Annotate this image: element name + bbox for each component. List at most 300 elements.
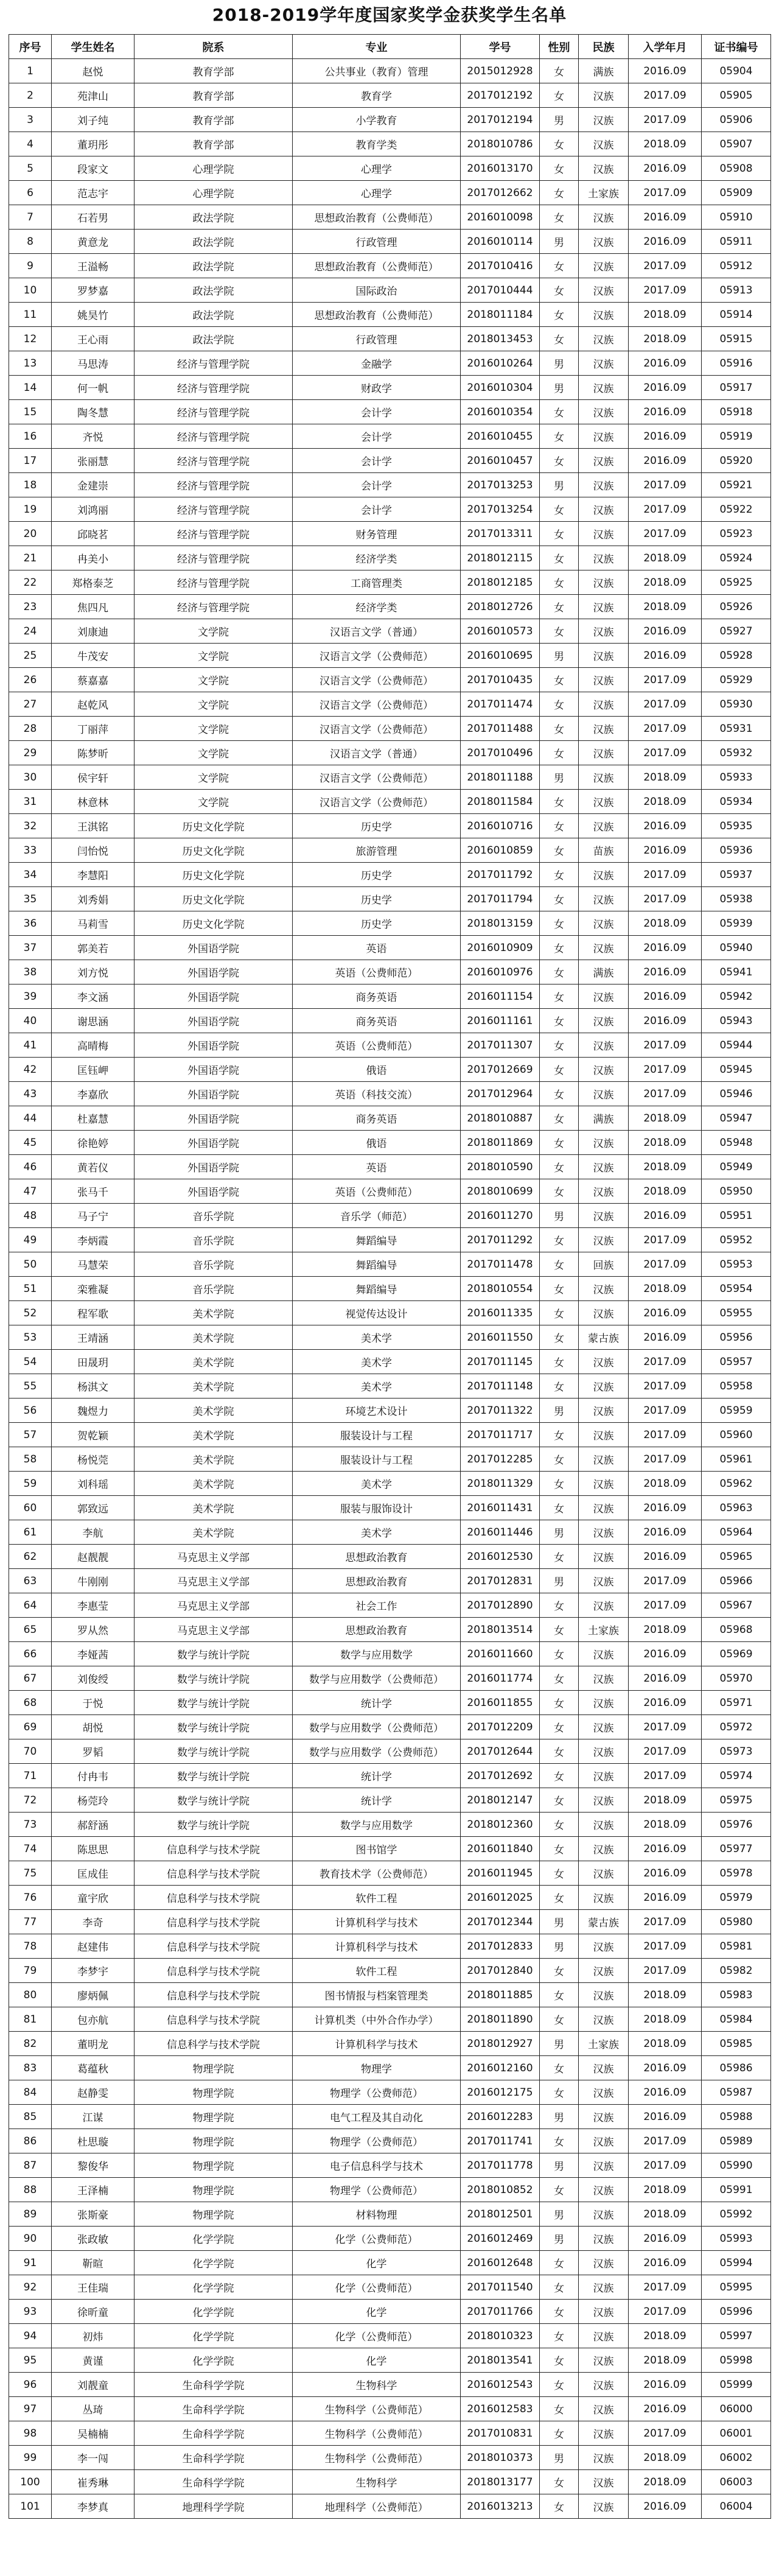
student-id-cell: 2018012501: [461, 2202, 540, 2227]
gender-cell: 女: [540, 1545, 579, 1569]
major-cell: 社会工作: [293, 1593, 461, 1618]
department-cell: 政法学院: [134, 230, 293, 254]
gender-cell: 女: [540, 2129, 579, 2153]
major-cell: 美术学: [293, 1520, 461, 1545]
student-id-cell: 2018011188: [461, 765, 540, 790]
row-index-cell: 29: [9, 741, 52, 765]
ethnicity-cell: 汉族: [579, 1472, 629, 1496]
student-id-cell: 2016010573: [461, 619, 540, 644]
row-index-cell: 49: [9, 1228, 52, 1252]
row-index-cell: 40: [9, 1009, 52, 1033]
department-cell: 外国语学院: [134, 984, 293, 1009]
table-row: [9, 108, 771, 132]
gender-cell: 男: [540, 2032, 579, 2056]
certificate-number-cell: 05942: [702, 984, 771, 1009]
row-index-cell: 56: [9, 1399, 52, 1423]
certificate-number-cell: 05960: [702, 1423, 771, 1447]
student-name-cell: 魏煜力: [52, 1399, 134, 1423]
department-cell: 音乐学院: [134, 1228, 293, 1252]
department-cell: 经济与管理学院: [134, 595, 293, 619]
gender-cell: 女: [540, 1813, 579, 1837]
gender-cell: 女: [540, 1739, 579, 1764]
department-cell: 地理科学学院: [134, 2494, 293, 2519]
student-name-cell: 马莉雪: [52, 911, 134, 936]
department-cell: 美术学院: [134, 1325, 293, 1350]
student-id-cell: 2016011945: [461, 1861, 540, 1886]
major-cell: 心理学: [293, 156, 461, 181]
gender-cell: 女: [540, 1082, 579, 1106]
row-index-cell: 90: [9, 2227, 52, 2251]
gender-cell: 女: [540, 156, 579, 181]
major-cell: 服装与服饰设计: [293, 1496, 461, 1520]
gender-cell: 女: [540, 814, 579, 838]
certificate-number-cell: 05963: [702, 1496, 771, 1520]
department-cell: 信息科学与技术学院: [134, 1959, 293, 1983]
gender-cell: 女: [540, 1691, 579, 1715]
ethnicity-cell: 汉族: [579, 619, 629, 644]
enrollment-date-cell: 2017.09: [629, 473, 702, 497]
ethnicity-cell: 汉族: [579, 644, 629, 668]
student-id-cell: 2016011840: [461, 1837, 540, 1861]
certificate-number-cell: 05915: [702, 327, 771, 351]
table-row: [9, 960, 771, 984]
department-cell: 外国语学院: [134, 1082, 293, 1106]
major-cell: 美术学: [293, 1350, 461, 1374]
row-index-cell: 46: [9, 1155, 52, 1179]
enrollment-date-cell: 2018.09: [629, 1788, 702, 1813]
student-name-cell: 胡悦: [52, 1715, 134, 1739]
enrollment-date-cell: 2016.09: [629, 156, 702, 181]
department-cell: 美术学院: [134, 1472, 293, 1496]
row-index-cell: 72: [9, 1788, 52, 1813]
major-cell: 会计学: [293, 497, 461, 522]
major-cell: 舞蹈编导: [293, 1228, 461, 1252]
department-cell: 美术学院: [134, 1423, 293, 1447]
student-name-cell: 陈思思: [52, 1837, 134, 1861]
student-name-cell: 江谋: [52, 2105, 134, 2129]
gender-cell: 男: [540, 230, 579, 254]
table-row: [9, 181, 771, 205]
enrollment-date-cell: 2016.09: [629, 2105, 702, 2129]
enrollment-date-cell: 2017.09: [629, 1764, 702, 1788]
row-index-cell: 92: [9, 2275, 52, 2300]
student-name-cell: 罗从然: [52, 1618, 134, 1642]
department-cell: 生命科学学院: [134, 2373, 293, 2397]
certificate-number-cell: 05971: [702, 1691, 771, 1715]
ethnicity-cell: 汉族: [579, 1447, 629, 1472]
table-row: [9, 644, 771, 668]
major-cell: 计算机科学与技术: [293, 1934, 461, 1959]
enrollment-date-cell: 2017.09: [629, 2300, 702, 2324]
student-name-cell: 闫怡悦: [52, 838, 134, 863]
major-cell: 物理学: [293, 2056, 461, 2080]
major-cell: 服装设计与工程: [293, 1423, 461, 1447]
gender-cell: 男: [540, 1569, 579, 1593]
student-id-cell: 2018012726: [461, 595, 540, 619]
student-name-cell: 林意林: [52, 790, 134, 814]
department-cell: 经济与管理学院: [134, 424, 293, 449]
major-cell: 计算机科学与技术: [293, 2032, 461, 2056]
enrollment-date-cell: 2018.09: [629, 911, 702, 936]
table-row: [9, 1472, 771, 1496]
student-name-cell: 郭致远: [52, 1496, 134, 1520]
certificate-number-cell: 06000: [702, 2397, 771, 2421]
gender-cell: 女: [540, 1983, 579, 2007]
major-cell: 思想政治教育（公费师范）: [293, 254, 461, 278]
major-cell: 音乐学（师范）: [293, 1204, 461, 1228]
major-cell: 公共事业（教育）管理: [293, 59, 461, 83]
department-cell: 信息科学与技术学院: [134, 2032, 293, 2056]
certificate-number-cell: 05918: [702, 400, 771, 424]
gender-cell: 男: [540, 765, 579, 790]
student-id-cell: 2018012147: [461, 1788, 540, 1813]
student-id-cell: 2017011717: [461, 1423, 540, 1447]
col-header-certificate: 证书编号: [702, 35, 771, 59]
certificate-number-cell: 05926: [702, 595, 771, 619]
student-name-cell: 刘鸿丽: [52, 497, 134, 522]
student-id-cell: 2018013177: [461, 2470, 540, 2494]
major-cell: 思想政治教育（公费师范）: [293, 205, 461, 230]
table-row: [9, 2105, 771, 2129]
certificate-number-cell: 05967: [702, 1593, 771, 1618]
ethnicity-cell: 汉族: [579, 1545, 629, 1569]
student-id-cell: 2016011660: [461, 1642, 540, 1666]
enrollment-date-cell: 2018.09: [629, 2178, 702, 2202]
ethnicity-cell: 汉族: [579, 1179, 629, 1204]
enrollment-date-cell: 2017.09: [629, 2129, 702, 2153]
student-id-cell: 2016010098: [461, 205, 540, 230]
student-name-cell: 罗梦嘉: [52, 278, 134, 303]
ethnicity-cell: 汉族: [579, 400, 629, 424]
table-row: [9, 2007, 771, 2032]
department-cell: 生命科学学院: [134, 2421, 293, 2446]
certificate-number-cell: 05992: [702, 2202, 771, 2227]
student-name-cell: 陶冬慧: [52, 400, 134, 424]
enrollment-date-cell: 2017.09: [629, 1350, 702, 1374]
major-cell: 物理学（公费师范）: [293, 2178, 461, 2202]
ethnicity-cell: 汉族: [579, 1886, 629, 1910]
student-id-cell: 2017011540: [461, 2275, 540, 2300]
student-name-cell: 范志宇: [52, 181, 134, 205]
enrollment-date-cell: 2016.09: [629, 838, 702, 863]
student-name-cell: 于悦: [52, 1691, 134, 1715]
gender-cell: 女: [540, 1374, 579, 1399]
ethnicity-cell: 回族: [579, 1252, 629, 1277]
department-cell: 生命科学学院: [134, 2470, 293, 2494]
major-cell: 英语（公费师范）: [293, 960, 461, 984]
student-name-cell: 田晟玥: [52, 1350, 134, 1374]
student-id-cell: 2016012283: [461, 2105, 540, 2129]
student-name-cell: 赵靓靓: [52, 1545, 134, 1569]
certificate-number-cell: 06004: [702, 2494, 771, 2519]
certificate-number-cell: 05958: [702, 1374, 771, 1399]
row-index-cell: 41: [9, 1033, 52, 1058]
department-cell: 美术学院: [134, 1301, 293, 1325]
major-cell: 图书情报与档案管理类: [293, 1983, 461, 2007]
row-index-cell: 21: [9, 546, 52, 570]
table-row: [9, 1666, 771, 1691]
gender-cell: 女: [540, 2470, 579, 2494]
major-cell: 教育技术学（公费师范）: [293, 1861, 461, 1886]
gender-cell: 女: [540, 1642, 579, 1666]
enrollment-date-cell: 2017.09: [629, 668, 702, 692]
ethnicity-cell: 汉族: [579, 1959, 629, 1983]
student-name-cell: 王泽楠: [52, 2178, 134, 2202]
major-cell: 服装设计与工程: [293, 1447, 461, 1472]
row-index-cell: 81: [9, 2007, 52, 2032]
gender-cell: 女: [540, 936, 579, 960]
department-cell: 信息科学与技术学院: [134, 1837, 293, 1861]
student-id-cell: 2017011474: [461, 692, 540, 717]
table-row: [9, 1204, 771, 1228]
certificate-number-cell: 05935: [702, 814, 771, 838]
student-name-cell: 罗韬: [52, 1739, 134, 1764]
department-cell: 数学与统计学院: [134, 1813, 293, 1837]
student-id-cell: 2017012209: [461, 1715, 540, 1739]
student-id-cell: 2017011322: [461, 1399, 540, 1423]
gender-cell: 女: [540, 1009, 579, 1033]
row-index-cell: 5: [9, 156, 52, 181]
major-cell: 英语（公费师范）: [293, 1033, 461, 1058]
gender-cell: 女: [540, 619, 579, 644]
enrollment-date-cell: 2017.09: [629, 108, 702, 132]
student-name-cell: 刘子纯: [52, 108, 134, 132]
student-name-cell: 廖炳佩: [52, 1983, 134, 2007]
certificate-number-cell: 05977: [702, 1837, 771, 1861]
major-cell: 历史学: [293, 911, 461, 936]
student-id-cell: 2016012543: [461, 2373, 540, 2397]
student-id-cell: 2016011855: [461, 1691, 540, 1715]
enrollment-date-cell: 2018.09: [629, 1618, 702, 1642]
major-cell: 数学与应用数学: [293, 1813, 461, 1837]
student-id-cell: 2016011774: [461, 1666, 540, 1691]
student-name-cell: 李炳霞: [52, 1228, 134, 1252]
enrollment-date-cell: 2016.09: [629, 351, 702, 376]
ethnicity-cell: 汉族: [579, 887, 629, 911]
gender-cell: 女: [540, 1277, 579, 1301]
row-index-cell: 9: [9, 254, 52, 278]
student-name-cell: 葛蕴秋: [52, 2056, 134, 2080]
department-cell: 外国语学院: [134, 1033, 293, 1058]
student-name-cell: 徐昕童: [52, 2300, 134, 2324]
major-cell: 行政管理: [293, 327, 461, 351]
row-index-cell: 77: [9, 1910, 52, 1934]
gender-cell: 女: [540, 181, 579, 205]
table-row: [9, 668, 771, 692]
certificate-number-cell: 05980: [702, 1910, 771, 1934]
enrollment-date-cell: 2016.09: [629, 814, 702, 838]
table-row: [9, 1399, 771, 1423]
table-row: [9, 2153, 771, 2178]
enrollment-date-cell: 2017.09: [629, 1593, 702, 1618]
student-name-cell: 张政敏: [52, 2227, 134, 2251]
table-row: [9, 1618, 771, 1642]
department-cell: 信息科学与技术学院: [134, 2007, 293, 2032]
row-index-cell: 83: [9, 2056, 52, 2080]
student-name-cell: 付冉韦: [52, 1764, 134, 1788]
student-id-cell: 2018013159: [461, 911, 540, 936]
student-id-cell: 2016010909: [461, 936, 540, 960]
table-row: [9, 2397, 771, 2421]
table-row: [9, 2494, 771, 2519]
ethnicity-cell: 汉族: [579, 1082, 629, 1106]
department-cell: 音乐学院: [134, 1252, 293, 1277]
student-name-cell: 崔秀琳: [52, 2470, 134, 2494]
student-name-cell: 齐悦: [52, 424, 134, 449]
table-row: [9, 1447, 771, 1472]
department-cell: 生命科学学院: [134, 2397, 293, 2421]
major-cell: 汉语言文学（普通）: [293, 741, 461, 765]
department-cell: 美术学院: [134, 1447, 293, 1472]
ethnicity-cell: 汉族: [579, 2202, 629, 2227]
ethnicity-cell: 汉族: [579, 741, 629, 765]
ethnicity-cell: 汉族: [579, 497, 629, 522]
gender-cell: 女: [540, 1325, 579, 1350]
row-index-cell: 36: [9, 911, 52, 936]
enrollment-date-cell: 2018.09: [629, 1106, 702, 1131]
major-cell: 数学与应用数学（公费师范）: [293, 1666, 461, 1691]
student-id-cell: 2016012025: [461, 1886, 540, 1910]
student-id-cell: 2017013311: [461, 522, 540, 546]
row-index-cell: 101: [9, 2494, 52, 2519]
certificate-number-cell: 05928: [702, 644, 771, 668]
row-index-cell: 63: [9, 1569, 52, 1593]
major-cell: 生物科学（公费师范）: [293, 2397, 461, 2421]
gender-cell: 女: [540, 838, 579, 863]
enrollment-date-cell: 2017.09: [629, 1399, 702, 1423]
ethnicity-cell: 汉族: [579, 570, 629, 595]
gender-cell: 女: [540, 278, 579, 303]
row-index-cell: 52: [9, 1301, 52, 1325]
department-cell: 文学院: [134, 790, 293, 814]
student-name-cell: 马慧荣: [52, 1252, 134, 1277]
ethnicity-cell: 汉族: [579, 1009, 629, 1033]
ethnicity-cell: 苗族: [579, 838, 629, 863]
gender-cell: 女: [540, 2178, 579, 2202]
gender-cell: 女: [540, 1886, 579, 1910]
table-row: [9, 2446, 771, 2470]
department-cell: 外国语学院: [134, 1009, 293, 1033]
student-name-cell: 王佳瑞: [52, 2275, 134, 2300]
enrollment-date-cell: 2016.09: [629, 1642, 702, 1666]
enrollment-date-cell: 2017.09: [629, 1959, 702, 1983]
student-id-cell: 2017012644: [461, 1739, 540, 1764]
ethnicity-cell: 汉族: [579, 2324, 629, 2348]
department-cell: 化学学院: [134, 2348, 293, 2373]
enrollment-date-cell: 2018.09: [629, 765, 702, 790]
student-name-cell: 牛茂安: [52, 644, 134, 668]
certificate-number-cell: 05924: [702, 546, 771, 570]
table-row: [9, 1350, 771, 1374]
table-row: [9, 59, 771, 83]
certificate-number-cell: 05922: [702, 497, 771, 522]
student-name-cell: 刘科瑶: [52, 1472, 134, 1496]
certificate-number-cell: 05949: [702, 1155, 771, 1179]
table-row: [9, 327, 771, 351]
major-cell: 物理学（公费师范）: [293, 2129, 461, 2153]
row-index-cell: 64: [9, 1593, 52, 1618]
ethnicity-cell: 汉族: [579, 83, 629, 108]
row-index-cell: 32: [9, 814, 52, 838]
row-index-cell: 47: [9, 1179, 52, 1204]
certificate-number-cell: 06001: [702, 2421, 771, 2446]
gender-cell: 女: [540, 1423, 579, 1447]
certificate-number-cell: 05962: [702, 1472, 771, 1496]
gender-cell: 女: [540, 2494, 579, 2519]
certificate-number-cell: 05931: [702, 717, 771, 741]
student-name-cell: 谢思涵: [52, 1009, 134, 1033]
major-cell: 教育学: [293, 83, 461, 108]
department-cell: 化学学院: [134, 2251, 293, 2275]
department-cell: 教育学部: [134, 108, 293, 132]
major-cell: 生物科学: [293, 2470, 461, 2494]
certificate-number-cell: 05936: [702, 838, 771, 863]
enrollment-date-cell: 2016.09: [629, 1691, 702, 1715]
major-cell: 化学（公费师范）: [293, 2275, 461, 2300]
major-cell: 环境艺术设计: [293, 1399, 461, 1423]
department-cell: 外国语学院: [134, 1106, 293, 1131]
student-id-cell: 2016011154: [461, 984, 540, 1009]
student-name-cell: 蔡嘉嘉: [52, 668, 134, 692]
ethnicity-cell: 汉族: [579, 1033, 629, 1058]
enrollment-date-cell: 2018.09: [629, 1983, 702, 2007]
row-index-cell: 100: [9, 2470, 52, 2494]
ethnicity-cell: 汉族: [579, 449, 629, 473]
student-name-cell: 李奇: [52, 1910, 134, 1934]
enrollment-date-cell: 2018.09: [629, 2348, 702, 2373]
major-cell: 财政学: [293, 376, 461, 400]
enrollment-date-cell: 2018.09: [629, 2446, 702, 2470]
student-name-cell: 丁丽萍: [52, 717, 134, 741]
row-index-cell: 65: [9, 1618, 52, 1642]
table-row: [9, 2275, 771, 2300]
enrollment-date-cell: 2016.09: [629, 1496, 702, 1520]
student-name-cell: 刘靓童: [52, 2373, 134, 2397]
department-cell: 政法学院: [134, 254, 293, 278]
ethnicity-cell: 汉族: [579, 230, 629, 254]
table-row: [9, 2300, 771, 2324]
major-cell: 金融学: [293, 351, 461, 376]
certificate-number-cell: 05916: [702, 351, 771, 376]
student-name-cell: 栾雅凝: [52, 1277, 134, 1301]
student-id-cell: 2017010444: [461, 278, 540, 303]
enrollment-date-cell: 2017.09: [629, 522, 702, 546]
major-cell: 经济学类: [293, 546, 461, 570]
certificate-number-cell: 05944: [702, 1033, 771, 1058]
student-name-cell: 段家文: [52, 156, 134, 181]
department-cell: 物理学院: [134, 2153, 293, 2178]
gender-cell: 女: [540, 717, 579, 741]
certificate-number-cell: 05993: [702, 2227, 771, 2251]
major-cell: 英语（科技交流）: [293, 1082, 461, 1106]
student-name-cell: 焦四凡: [52, 595, 134, 619]
gender-cell: 女: [540, 960, 579, 984]
major-cell: 软件工程: [293, 1959, 461, 1983]
student-id-cell: 2018011890: [461, 2007, 540, 2032]
certificate-number-cell: 05990: [702, 2153, 771, 2178]
enrollment-date-cell: 2016.09: [629, 1325, 702, 1350]
ethnicity-cell: 满族: [579, 1106, 629, 1131]
department-cell: 文学院: [134, 765, 293, 790]
gender-cell: 女: [540, 327, 579, 351]
major-cell: 生物科学: [293, 2373, 461, 2397]
certificate-number-cell: 05937: [702, 863, 771, 887]
table-row: [9, 1155, 771, 1179]
student-id-cell: 2018010852: [461, 2178, 540, 2202]
ethnicity-cell: 汉族: [579, 205, 629, 230]
ethnicity-cell: 汉族: [579, 1423, 629, 1447]
enrollment-date-cell: 2017.09: [629, 1423, 702, 1447]
